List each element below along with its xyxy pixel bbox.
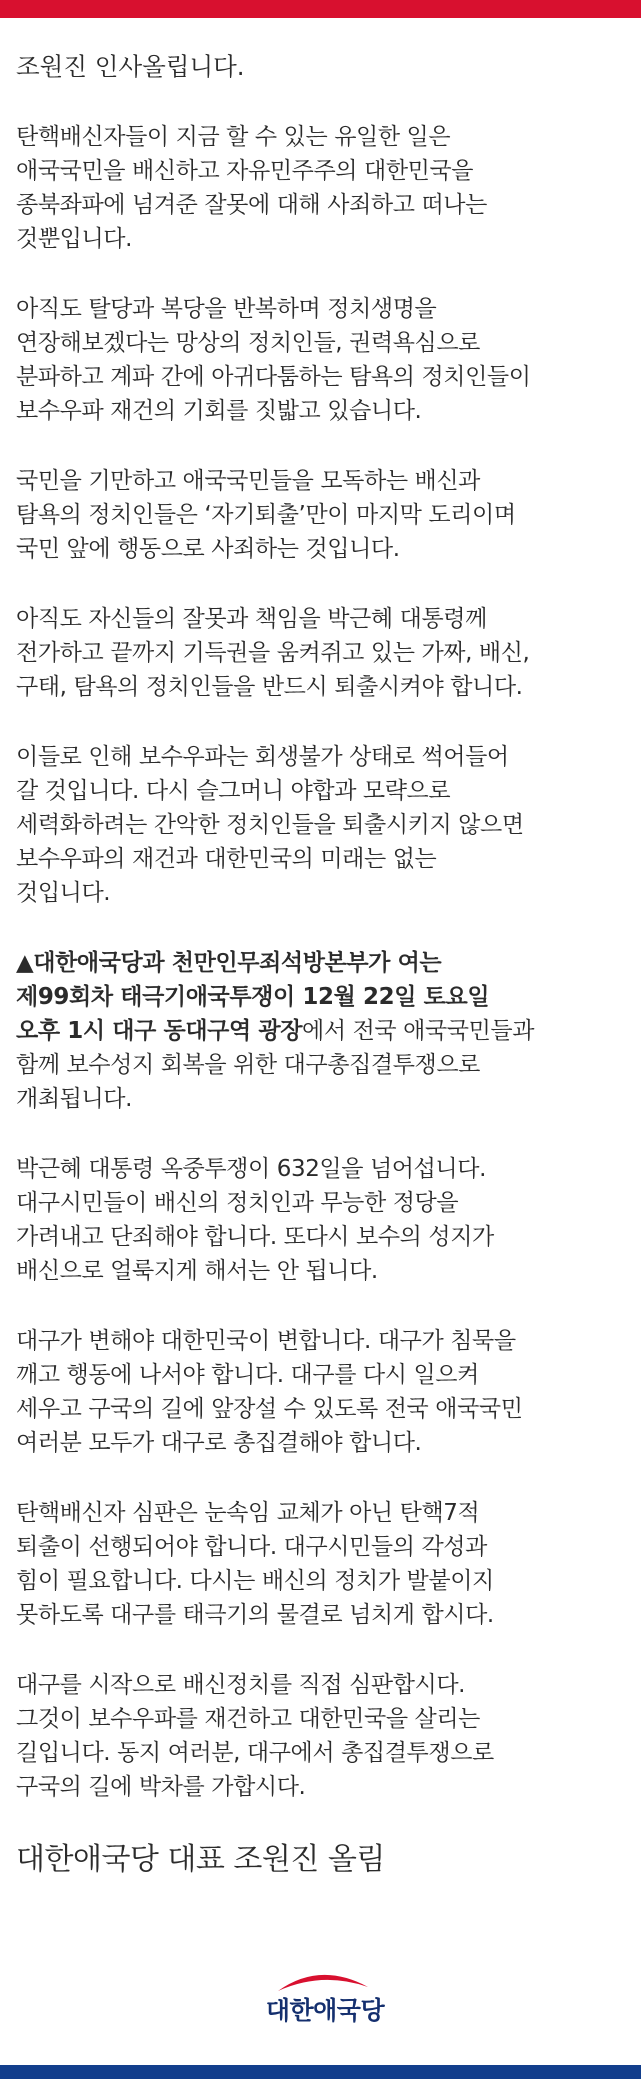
announcement-bold-line: ▲대한애국당과 천만인무죄석방본부가 여는 xyxy=(16,950,442,976)
paragraph-line: 세우고 구국의 길에 앞장설 수 있도록 전국 애국국민 xyxy=(16,1396,523,1422)
paragraph-line: 아직도 탈당과 복당을 반복하며 정치생명을 xyxy=(16,296,437,322)
paragraph-9 xyxy=(16,1496,631,1632)
logo-text: 대한애국당 xyxy=(265,1996,385,2025)
paragraph-10 xyxy=(16,1668,631,1804)
paragraph-line: 못하도록 대구를 태극기의 물결로 넘치게 합시다. xyxy=(16,1602,494,1628)
paragraph-4 xyxy=(16,602,631,704)
paragraph-line: 국민 앞에 행동으로 사죄하는 것입니다. xyxy=(16,536,400,562)
paragraph-line: 대구가 변해야 대한민국이 변합니다. 대구가 침묵을 xyxy=(16,1328,516,1354)
paragraph-line: 보수우파의 재건과 대한민국의 미래는 없는 xyxy=(16,846,437,872)
paragraph-line: 가려내고 단죄해야 합니다. 또다시 보수의 성지가 xyxy=(16,1224,494,1250)
paragraph-line: 그것이 보수우파를 재건하고 대한민국을 살리는 xyxy=(16,1706,481,1732)
signature: 대한애국당 대표 조원진 올림 xyxy=(16,1842,385,1877)
event-location-text: 오후 1시 대구 동대구역 광장 xyxy=(16,1018,303,1044)
bottom-color-bar xyxy=(0,2065,641,2079)
paragraph-line: 깨고 행동에 나서야 합니다. 대구를 다시 일으켜 xyxy=(16,1362,479,1388)
paragraph-line: 배신으로 얼룩지게 해서는 안 됩니다. xyxy=(16,1258,378,1284)
event-location-suffix: 에서 전국 애국국민들과 xyxy=(302,1018,535,1044)
paragraph-1 xyxy=(16,120,631,256)
paragraph-line: 연장해보겠다는 망상의 정치인들, 권력욕심으로 xyxy=(16,330,481,356)
top-color-bar xyxy=(0,0,641,18)
announcement-bold-line: 제99회차 태극기애국투쟁이 12월 22일 토요일 xyxy=(16,984,490,1010)
paragraph-8 xyxy=(16,1324,631,1460)
paragraph-line: 개최됩니다. xyxy=(16,1086,133,1112)
paragraph-line: 이들로 인해 보수우파는 회생불가 상태로 썩어들어 xyxy=(16,744,509,770)
announcement-mixed-line xyxy=(16,1014,631,1048)
paragraph-line: 탐욕의 정치인들은 ‘자기퇴출’만이 마지막 도리이며 xyxy=(16,502,516,528)
paragraph-line: 것뿐입니다. xyxy=(16,226,133,252)
paragraph-line: 함께 보수성지 회복을 위한 대구총집결투쟁으로 xyxy=(16,1052,481,1078)
paragraph-line: 대구를 시작으로 배신정치를 직접 심판합시다. xyxy=(16,1672,466,1698)
paragraph-2 xyxy=(16,292,631,428)
paragraph-line: 종북좌파에 넘겨준 잘못에 대해 사죄하고 떠나는 xyxy=(16,192,487,218)
letter-body xyxy=(16,50,631,1880)
paragraph-line: 보수우파 재건의 기회를 짓밟고 있습니다. xyxy=(16,398,422,424)
paragraph-line: 세력화하려는 간악한 정치인들을 퇴출시키지 않으면 xyxy=(16,812,524,838)
paragraph-line: 것입니다. xyxy=(16,880,111,906)
paragraph-line: 힘이 필요합니다. 다시는 배신의 정치가 발붙이지 xyxy=(16,1568,494,1594)
paragraph-line: 분파하고 계파 간에 아귀다툼하는 탐욕의 정치인들이 xyxy=(16,364,531,390)
greeting-heading: 조원진 인사올립니다. xyxy=(16,52,245,81)
paragraph-line: 전가하고 끝까지 기득권을 움켜쥐고 있는 가짜, 배신, xyxy=(16,640,530,666)
paragraph-line: 대구시민들이 배신의 정치인과 무능한 정당을 xyxy=(16,1190,459,1216)
paragraph-line: 구국의 길에 박차를 가합시다. xyxy=(16,1774,306,1800)
paragraph-line: 구태, 탐욕의 정치인들을 반드시 퇴출시켜야 합니다. xyxy=(16,674,523,700)
paragraph-line: 박근혜 대통령 옥중투쟁이 632일을 넘어섭니다. xyxy=(16,1156,486,1182)
paragraph-line: 퇴출이 선행되어야 합니다. 대구시민들의 각성과 xyxy=(16,1534,487,1560)
event-announcement xyxy=(16,946,631,1116)
paragraph-5 xyxy=(16,740,631,910)
paragraph-line: 갈 것입니다. 다시 슬그머니 야합과 모략으로 xyxy=(16,778,451,804)
paragraph-line: 여러분 모두가 대구로 총집결해야 합니다. xyxy=(16,1430,422,1456)
paragraph-line: 길입니다. 동지 여러분, 대구에서 총집결투쟁으로 xyxy=(16,1740,494,1766)
party-logo xyxy=(250,1965,400,2035)
paragraph-3 xyxy=(16,464,631,566)
paragraph-line: 국민을 기만하고 애국국민들을 모독하는 배신과 xyxy=(16,468,481,494)
paragraph-line: 탄핵배신자들이 지금 할 수 있는 유일한 일은 xyxy=(16,124,451,150)
paragraph-7 xyxy=(16,1152,631,1288)
paragraph-line: 아직도 자신들의 잘못과 책임을 박근혜 대통령께 xyxy=(16,606,487,632)
paragraph-line: 애국국민을 배신하고 자유민주주의 대한민국을 xyxy=(16,158,474,184)
paragraph-line: 탄핵배신자 심판은 눈속임 교체가 아닌 탄핵7적 xyxy=(16,1500,480,1526)
